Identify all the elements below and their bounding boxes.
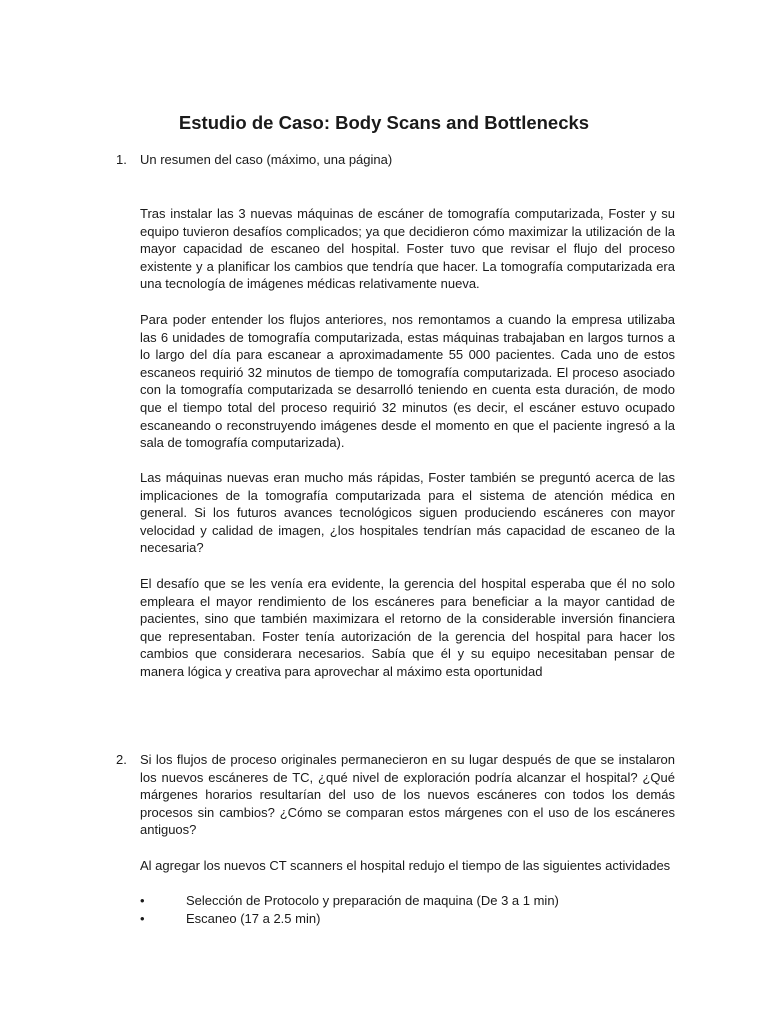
bullet-icon: • <box>140 893 145 908</box>
section-1-heading: Un resumen del caso (máximo, una página) <box>140 152 393 167</box>
section-2-answer-intro: Al agregar los nuevos CT scanners el hospital redujo el tiempo de las siguientes actividades <box>140 858 671 873</box>
section-1-paragraph-1: Tras instalar las 3 nuevas máquinas de escáner de tomografía computarizada, Foster y su equipo tuvieron desafíos complicados; ya que decidieron cómo maximizar la utilización de la mayor capacidad de escaneo del hospital. Foster tuvo que revisar el flujo del proceso existente y a planificar los cambios que tendría que hacer. La tomografía computarizada era una tecnología de imágenes médicas relativamente nueva. <box>140 206 675 292</box>
list-item-text: Escaneo (17 a 2.5 min) <box>186 911 321 926</box>
section-1-paragraph-3: Las máquinas nuevas eran mucho más rápidas, Foster también se preguntó acerca de las implicaciones de la tomografía computarizada para el sistema de atención médica en general. Si los futuros avances tecnológicos siguen produciendo escáneres con mayor velocidad y calidad de imagen, ¿los hospitales tendrían más capacidad de escaneo de la necesaria? <box>140 470 675 556</box>
section-2-number: 2. <box>116 752 127 767</box>
document-title: Estudio de Caso: Body Scans and Bottlenecks <box>178 112 590 133</box>
list-item-text: Selección de Protocolo y preparación de maquina (De 3 a 1 min) <box>186 893 559 908</box>
section-1-paragraph-4: El desafío que se les venía era evidente, la gerencia del hospital esperaba que él no solo empleara el mayor rendimiento de los escáneres para beneficiar a la mayor cantidad de pacientes, sino que también maximizara el retorno de la considerable inversión financiera que representaban. Foster tenía autorización de la gerencia del hospital para hacer los cambios que considerara necesarios. Sabía que él y su equipo necesitaban pensar de manera lógica y creativa para aprovechar al máximo esta oportunidad <box>140 576 675 679</box>
section-1-paragraph-2: Para poder entender los flujos anteriores, nos remontamos a cuando la empresa utilizaba las 6 unidades de tomografía computarizada, estas máquinas trabajaban en largos turnos a lo largo del día para escanear a aproximadamente 55 000 pacientes. Cada uno de estos escaneos requirió 32 minutos de tiempo de tomografía computarizada. El proceso asociado con la tomografía computarizada se desarrolló teniendo en cuenta esta duración, de modo que el tiempo total del proceso requirió 32 minutos (es decir, el escáner estuvo ocupado escaneando o reconstruyendo imágenes desde el momento en que el paciente ingresó a la sala de tomografía computarizada). <box>140 312 675 451</box>
bullet-icon: • <box>140 911 145 926</box>
section-1-number: 1. <box>116 152 127 167</box>
section-2-question: Si los flujos de proceso originales permanecieron en su lugar después de que se instalaron los nuevos escáneres de TC, ¿qué nivel de exploración podría alcanzar el hospital? ¿Qué márgenes horarios resultarían del uso de los nuevos escáneres con todos los demás procesos sin cambios? ¿Cómo se comparan estos márgenes con el uso de los escáneres antiguos? <box>140 752 675 838</box>
